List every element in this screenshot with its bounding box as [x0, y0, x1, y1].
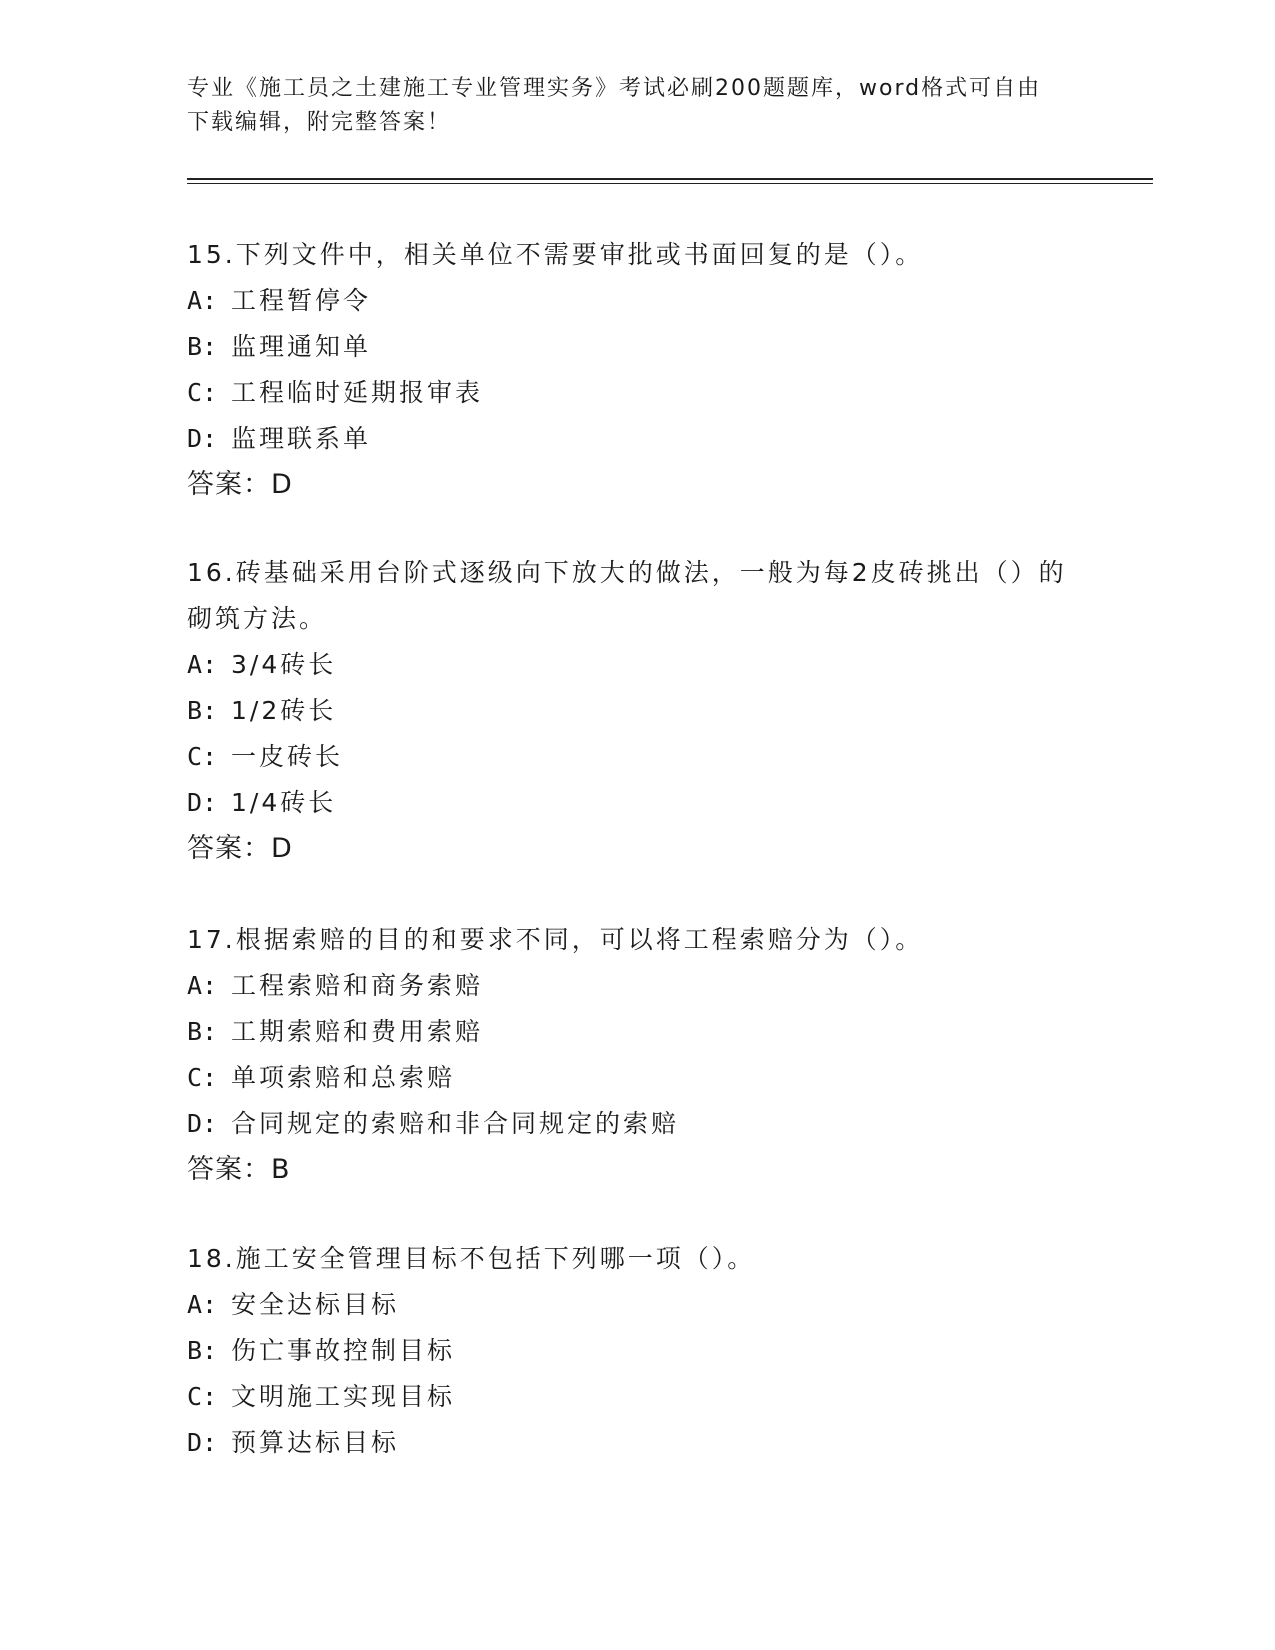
question-stem: 17.根据索赔的目的和要求不同，可以将工程索赔分为（）。	[187, 925, 924, 954]
option-a	[187, 278, 1087, 324]
option-c	[187, 1055, 1087, 1101]
option-text: 监理通知单	[231, 332, 372, 361]
option-letter: D:	[187, 1428, 218, 1457]
option-a	[187, 1282, 1087, 1328]
question-stem: 16.砖基础采用台阶式逐级向下放大的做法，一般为每2皮砖挑出（）的砌筑方法。	[187, 558, 1067, 633]
option-b	[187, 688, 1087, 734]
header-divider-thin	[187, 183, 1153, 184]
option-text: 合同规定的索赔和非合同规定的索赔	[231, 1109, 680, 1138]
option-c	[187, 734, 1087, 780]
option-letter: A:	[187, 650, 218, 679]
question-stem: 18.施工安全管理目标不包括下列哪一项（）。	[187, 1244, 756, 1273]
option-letter: A:	[187, 1290, 218, 1319]
option-text: 3/4砖长	[231, 650, 337, 679]
option-a	[187, 642, 1087, 688]
option-text: 1/4砖长	[231, 788, 337, 817]
question-18	[187, 1236, 1087, 1466]
option-text: 工程暂停令	[231, 286, 372, 315]
option-letter: B:	[187, 332, 218, 361]
option-d	[187, 1101, 1087, 1147]
option-b	[187, 1328, 1087, 1374]
option-a	[187, 963, 1087, 1009]
option-letter: B:	[187, 1017, 218, 1046]
question-17	[187, 917, 1087, 1193]
option-text: 伤亡事故控制目标	[231, 1336, 456, 1365]
option-text: 工程临时延期报审表	[231, 378, 484, 407]
option-letter: D:	[187, 424, 218, 453]
option-text: 单项索赔和总索赔	[231, 1063, 456, 1092]
option-letter: C:	[187, 742, 218, 771]
option-d	[187, 1420, 1087, 1466]
option-text: 安全达标目标	[231, 1290, 400, 1319]
question-15	[187, 232, 1087, 508]
option-letter: A:	[187, 286, 218, 315]
question-16	[187, 550, 1087, 872]
option-letter: B:	[187, 1336, 218, 1365]
option-letter: B:	[187, 696, 218, 725]
option-text: 1/2砖长	[231, 696, 337, 725]
option-text: 监理联系单	[231, 424, 372, 453]
option-letter: C:	[187, 1382, 218, 1411]
document-header	[187, 72, 1067, 140]
option-d	[187, 780, 1087, 826]
option-c	[187, 370, 1087, 416]
option-letter: D:	[187, 1109, 218, 1138]
answer-line: 答案：D	[187, 469, 293, 500]
answer-line: 答案：D	[187, 833, 293, 864]
option-letter: D:	[187, 788, 218, 817]
option-d	[187, 416, 1087, 462]
header-line-1: 专业《施工员之土建施工专业管理实务》考试必刷200题题库，word格式可自由	[187, 76, 1042, 101]
option-text: 工程索赔和商务索赔	[231, 971, 484, 1000]
header-line-2: 下载编辑，附完整答案！	[187, 110, 452, 135]
option-b	[187, 1009, 1087, 1055]
option-letter: C:	[187, 1063, 218, 1092]
option-letter: C:	[187, 378, 218, 407]
option-letter: A:	[187, 971, 218, 1000]
option-c	[187, 1374, 1087, 1420]
question-stem: 15.下列文件中，相关单位不需要审批或书面回复的是（）。	[187, 240, 924, 269]
option-text: 文明施工实现目标	[231, 1382, 456, 1411]
answer-line: 答案：B	[187, 1154, 291, 1185]
option-text: 一皮砖长	[231, 742, 344, 771]
option-text: 预算达标目标	[231, 1428, 400, 1457]
option-b	[187, 324, 1087, 370]
option-text: 工期索赔和费用索赔	[231, 1017, 484, 1046]
header-divider-thick	[187, 178, 1153, 180]
